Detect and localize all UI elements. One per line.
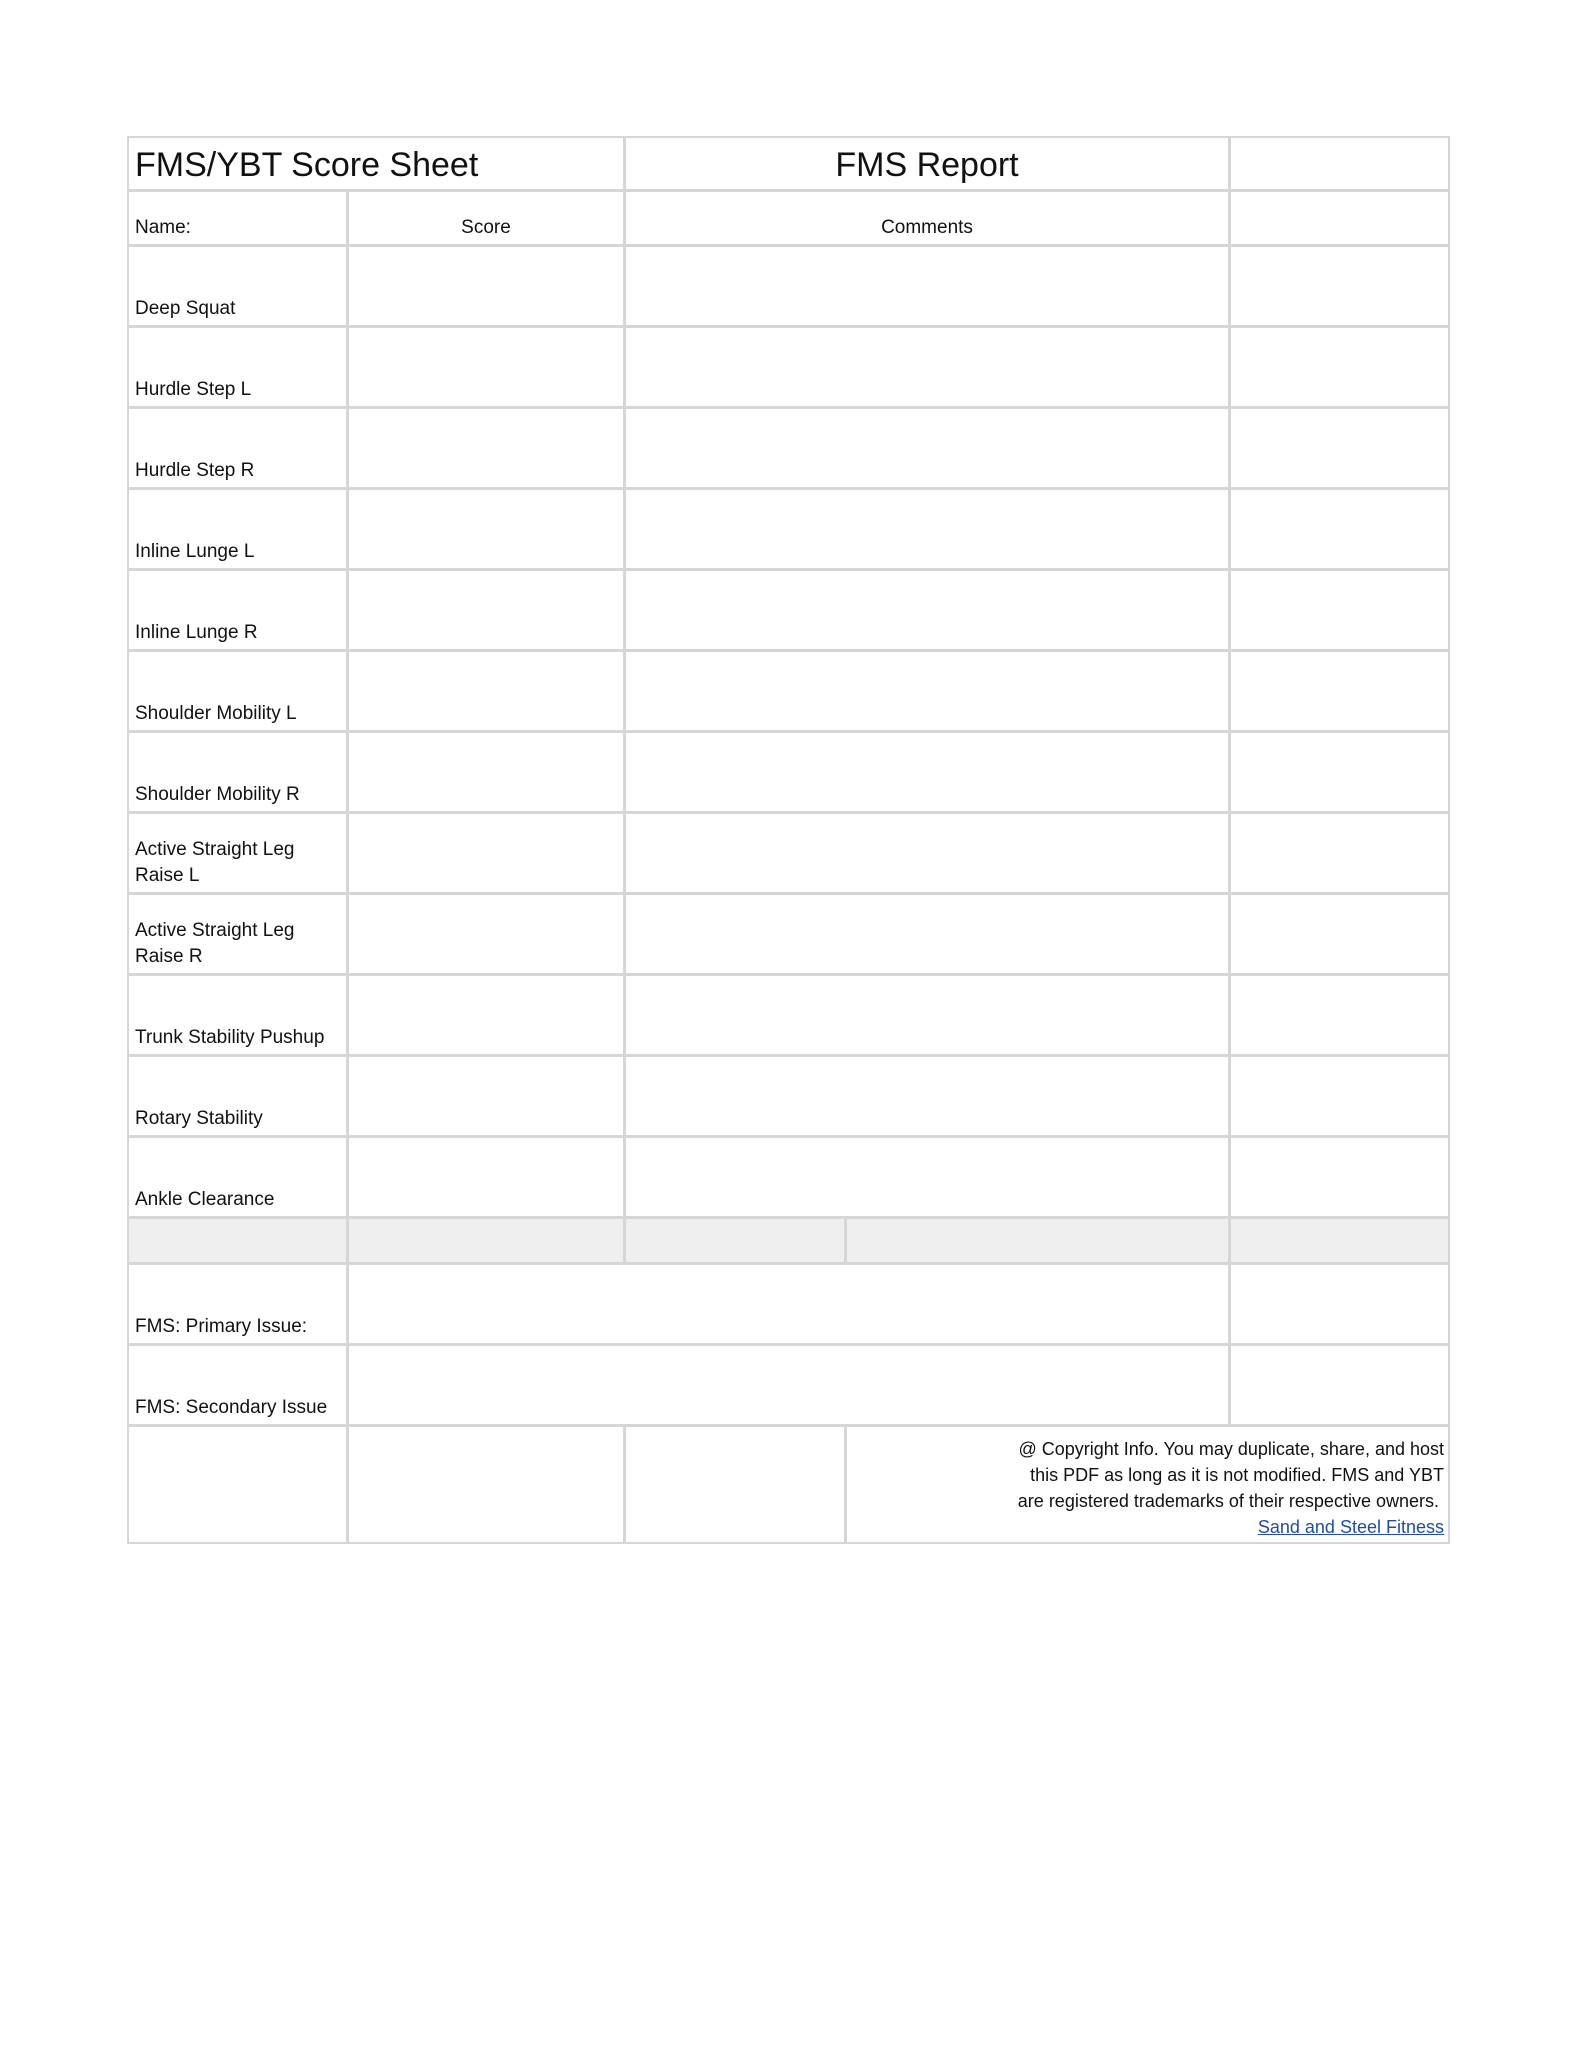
extra-cell[interactable] [1229,407,1450,489]
test-label: Hurdle Step R [135,460,255,481]
test-row-label-cell [127,1136,348,1218]
comments-cell[interactable] [624,326,1230,408]
copyright-notice [1004,1436,1444,1540]
separator-cell [1229,1217,1450,1264]
score-cell[interactable] [347,488,625,570]
secondary-issue-label: FMS: Secondary Issue [135,1397,328,1418]
comments-cell[interactable] [624,1055,1230,1137]
score-label: Score [461,217,511,238]
score-cell[interactable] [347,731,625,813]
sheet-title: FMS/YBT Score Sheet [135,146,479,184]
test-row-label-cell [127,731,348,813]
name-header-cell[interactable] [127,190,348,246]
comments-label: Comments [881,217,973,238]
comments-cell[interactable] [624,569,1230,651]
test-row-label-cell [127,326,348,408]
comments-cell[interactable] [624,488,1230,570]
secondary-issue-label-cell [127,1344,348,1426]
test-row-label-cell [127,893,348,975]
separator-cell [127,1217,348,1264]
footer-cell [127,1425,348,1544]
separator-cell [624,1217,846,1264]
test-label: Deep Squat [135,298,236,319]
test-label: Active Straight Leg Raise L [135,839,295,886]
primary-issue-label: FMS: Primary Issue: [135,1316,308,1337]
score-header-cell [347,190,625,246]
comments-cell[interactable] [624,407,1230,489]
report-title: FMS Report [835,146,1019,184]
test-label: Shoulder Mobility L [135,703,297,724]
test-label: Shoulder Mobility R [135,784,300,805]
test-row-label-cell [127,812,348,894]
extra-cell[interactable] [1229,1263,1450,1345]
test-row-label-cell [127,245,348,327]
sheet-title-cell [127,136,625,191]
test-label: Rotary Stability [135,1108,263,1129]
extra-cell[interactable] [1229,245,1450,327]
score-cell[interactable] [347,974,625,1056]
extra-cell[interactable] [1229,488,1450,570]
test-label: Hurdle Step L [135,379,252,400]
test-row-label-cell [127,650,348,732]
comments-cell[interactable] [624,1136,1230,1218]
extra-cell[interactable] [1229,650,1450,732]
score-cell[interactable] [347,569,625,651]
sand-and-steel-link[interactable]: Sand and Steel Fitness [1257,1517,1444,1537]
footer-cell [624,1425,846,1544]
separator-cell [347,1217,625,1264]
comments-cell[interactable] [624,245,1230,327]
test-label: Trunk Stability Pushup [135,1027,325,1048]
extra-cell[interactable] [1229,326,1450,408]
primary-issue-field[interactable] [347,1263,1230,1345]
test-label: Ankle Clearance [135,1189,275,1210]
copyright-cell [845,1425,1450,1544]
copyright-text: @ Copyright Info. You may duplicate, share, and host this PDF as long as it is not modified. FMS and YBT are registered trademarks of their respective owners. [1017,1439,1444,1511]
score-cell[interactable] [347,812,625,894]
separator-cell [845,1217,1230,1264]
score-cell[interactable] [347,650,625,732]
extra-cell[interactable] [1229,1136,1450,1218]
extra-cell[interactable] [1229,974,1450,1056]
score-cell[interactable] [347,1055,625,1137]
test-row-label-cell [127,488,348,570]
score-cell[interactable] [347,893,625,975]
comments-cell[interactable] [624,812,1230,894]
extra-cell[interactable] [1229,1344,1450,1426]
secondary-issue-field[interactable] [347,1344,1230,1426]
comments-cell[interactable] [624,893,1230,975]
test-row-label-cell [127,569,348,651]
extra-cell[interactable] [1229,1055,1450,1137]
score-sheet [128,137,1450,1537]
test-label: Inline Lunge L [135,541,255,562]
extra-cell[interactable] [1229,893,1450,975]
test-row-label-cell [127,407,348,489]
name-label: Name: [135,217,191,238]
extra-header-cell[interactable] [1229,190,1450,246]
comments-cell[interactable] [624,731,1230,813]
extra-cell[interactable] [1229,569,1450,651]
extra-title-cell[interactable] [1229,136,1450,191]
report-title-cell [624,136,1230,191]
test-row-label-cell [127,974,348,1056]
test-label: Active Straight Leg Raise R [135,920,295,967]
extra-cell[interactable] [1229,812,1450,894]
extra-cell[interactable] [1229,731,1450,813]
comments-cell[interactable] [624,974,1230,1056]
footer-cell [347,1425,625,1544]
score-cell[interactable] [347,407,625,489]
score-cell[interactable] [347,1136,625,1218]
comments-cell[interactable] [624,650,1230,732]
test-row-label-cell [127,1055,348,1137]
score-cell[interactable] [347,326,625,408]
test-label: Inline Lunge R [135,622,258,643]
comments-header-cell [624,190,1230,246]
score-cell[interactable] [347,245,625,327]
primary-issue-label-cell [127,1263,348,1345]
